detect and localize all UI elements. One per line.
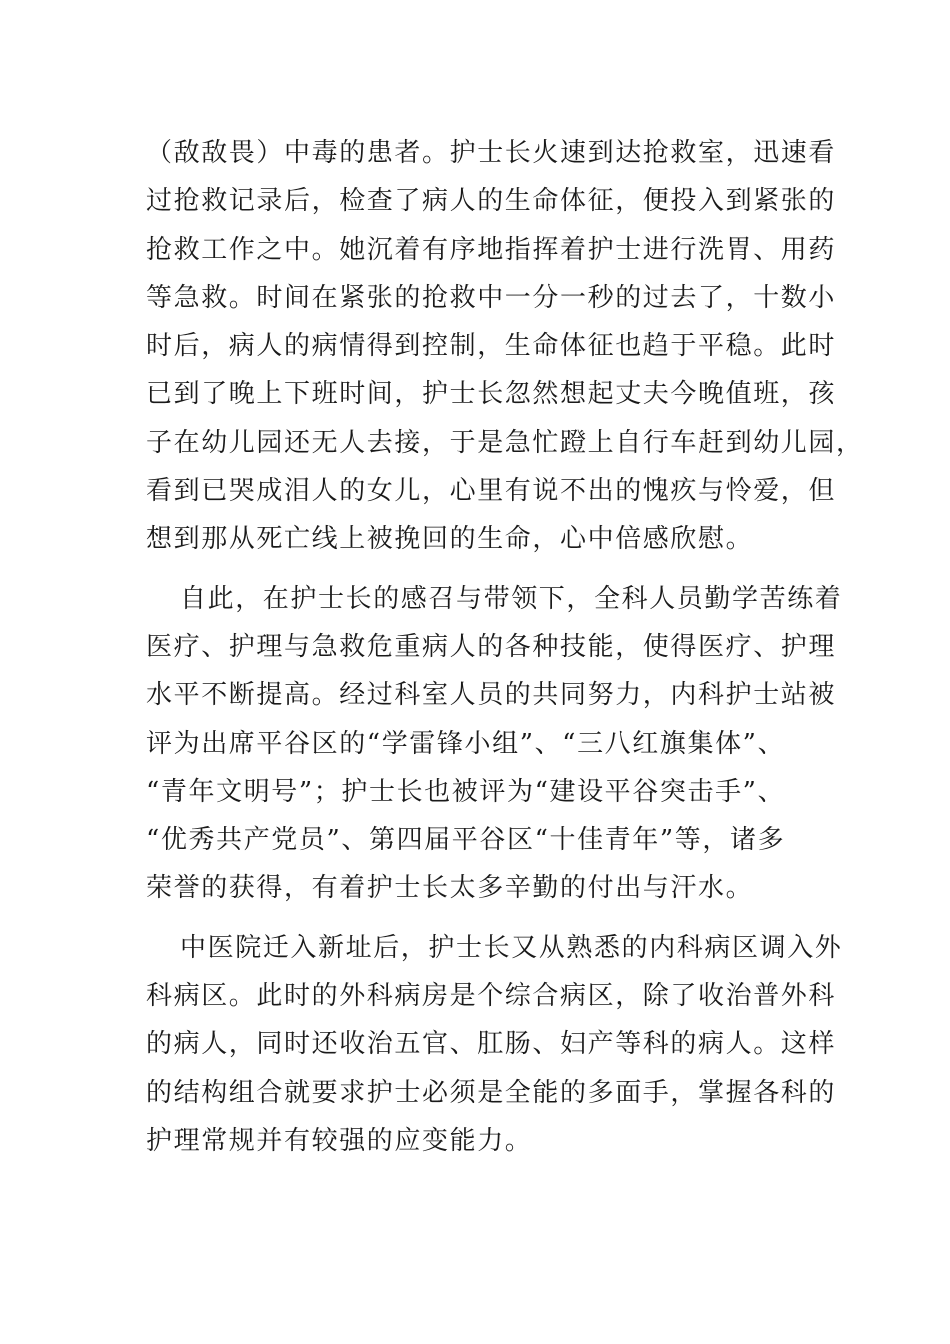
text-line: 的病人，同时还收治五官、肛肠、妇产等科的病人。这样 (146, 1029, 837, 1060)
text-line: 荣誉的获得，有着护士长太多辛勤的付出与汗水。 (146, 873, 754, 904)
text-line: 已到了晚上下班时间，护士长忽然想起丈夫今晚值班，孩 (146, 379, 837, 410)
text-line: 想到那从死亡线上被挽回的生命，心中倍感欣慰。 (146, 524, 754, 555)
text-line: 自此，在护士长的感召与带领下，全科人员勤学苦练着 (180, 583, 843, 614)
text-line: 评为出席平谷区的“学雷锋小组”、“三八红旗集体”、 (146, 728, 786, 759)
text-line: 中医院迁入新址后，护士长又从熟悉的内科病区调入外 (180, 932, 843, 963)
text-line: 科病区。此时的外科病房是个综合病区，除了收治普外科 (146, 981, 837, 1012)
text-line: 医疗、护理与急救危重病人的各种技能，使得医疗、护理 (146, 631, 837, 662)
text-line: 时后，病人的病情得到控制，生命体征也趋于平稳。此时 (146, 331, 837, 362)
text-line: 抢救工作之中。她沉着有序地指挥着护士进行洗胃、用药 (146, 234, 837, 265)
text-line: 水平不断提高。经过科室人员的共同努力，内科护士站被 (146, 680, 837, 711)
text-line: 等急救。时间在紧张的抢救中一分一秒的过去了，十数小 (146, 282, 837, 313)
paragraph-2 (146, 575, 843, 913)
text-line: “青年文明号”；护士长也被评为“建设平谷突击手”、 (146, 776, 786, 807)
text-line: 的结构组合就要求护士必须是全能的多面手，掌握各科的 (146, 1077, 837, 1108)
text-line: 看到已哭成泪人的女儿，心里有说不出的愧疚与怜爱，但 (146, 476, 837, 507)
text-line: 子在幼儿园还无人去接，于是急忙蹬上自行车赶到幼儿园， (146, 427, 864, 458)
paragraph-1 (146, 129, 864, 564)
text-line: 护理常规并有较强的应变能力。 (146, 1125, 533, 1156)
text-line: （敌敌畏）中毒的患者。护士长火速到达抢救室，迅速看 (146, 138, 837, 168)
text-line: 过抢救记录后，检查了病人的生命体征，便投入到紧张的 (146, 186, 837, 217)
text-line: “优秀共产党员”、第四届平谷区“十佳青年”等，诸多 (146, 825, 786, 856)
paragraph-3 (146, 924, 843, 1165)
document-body (146, 129, 864, 1176)
